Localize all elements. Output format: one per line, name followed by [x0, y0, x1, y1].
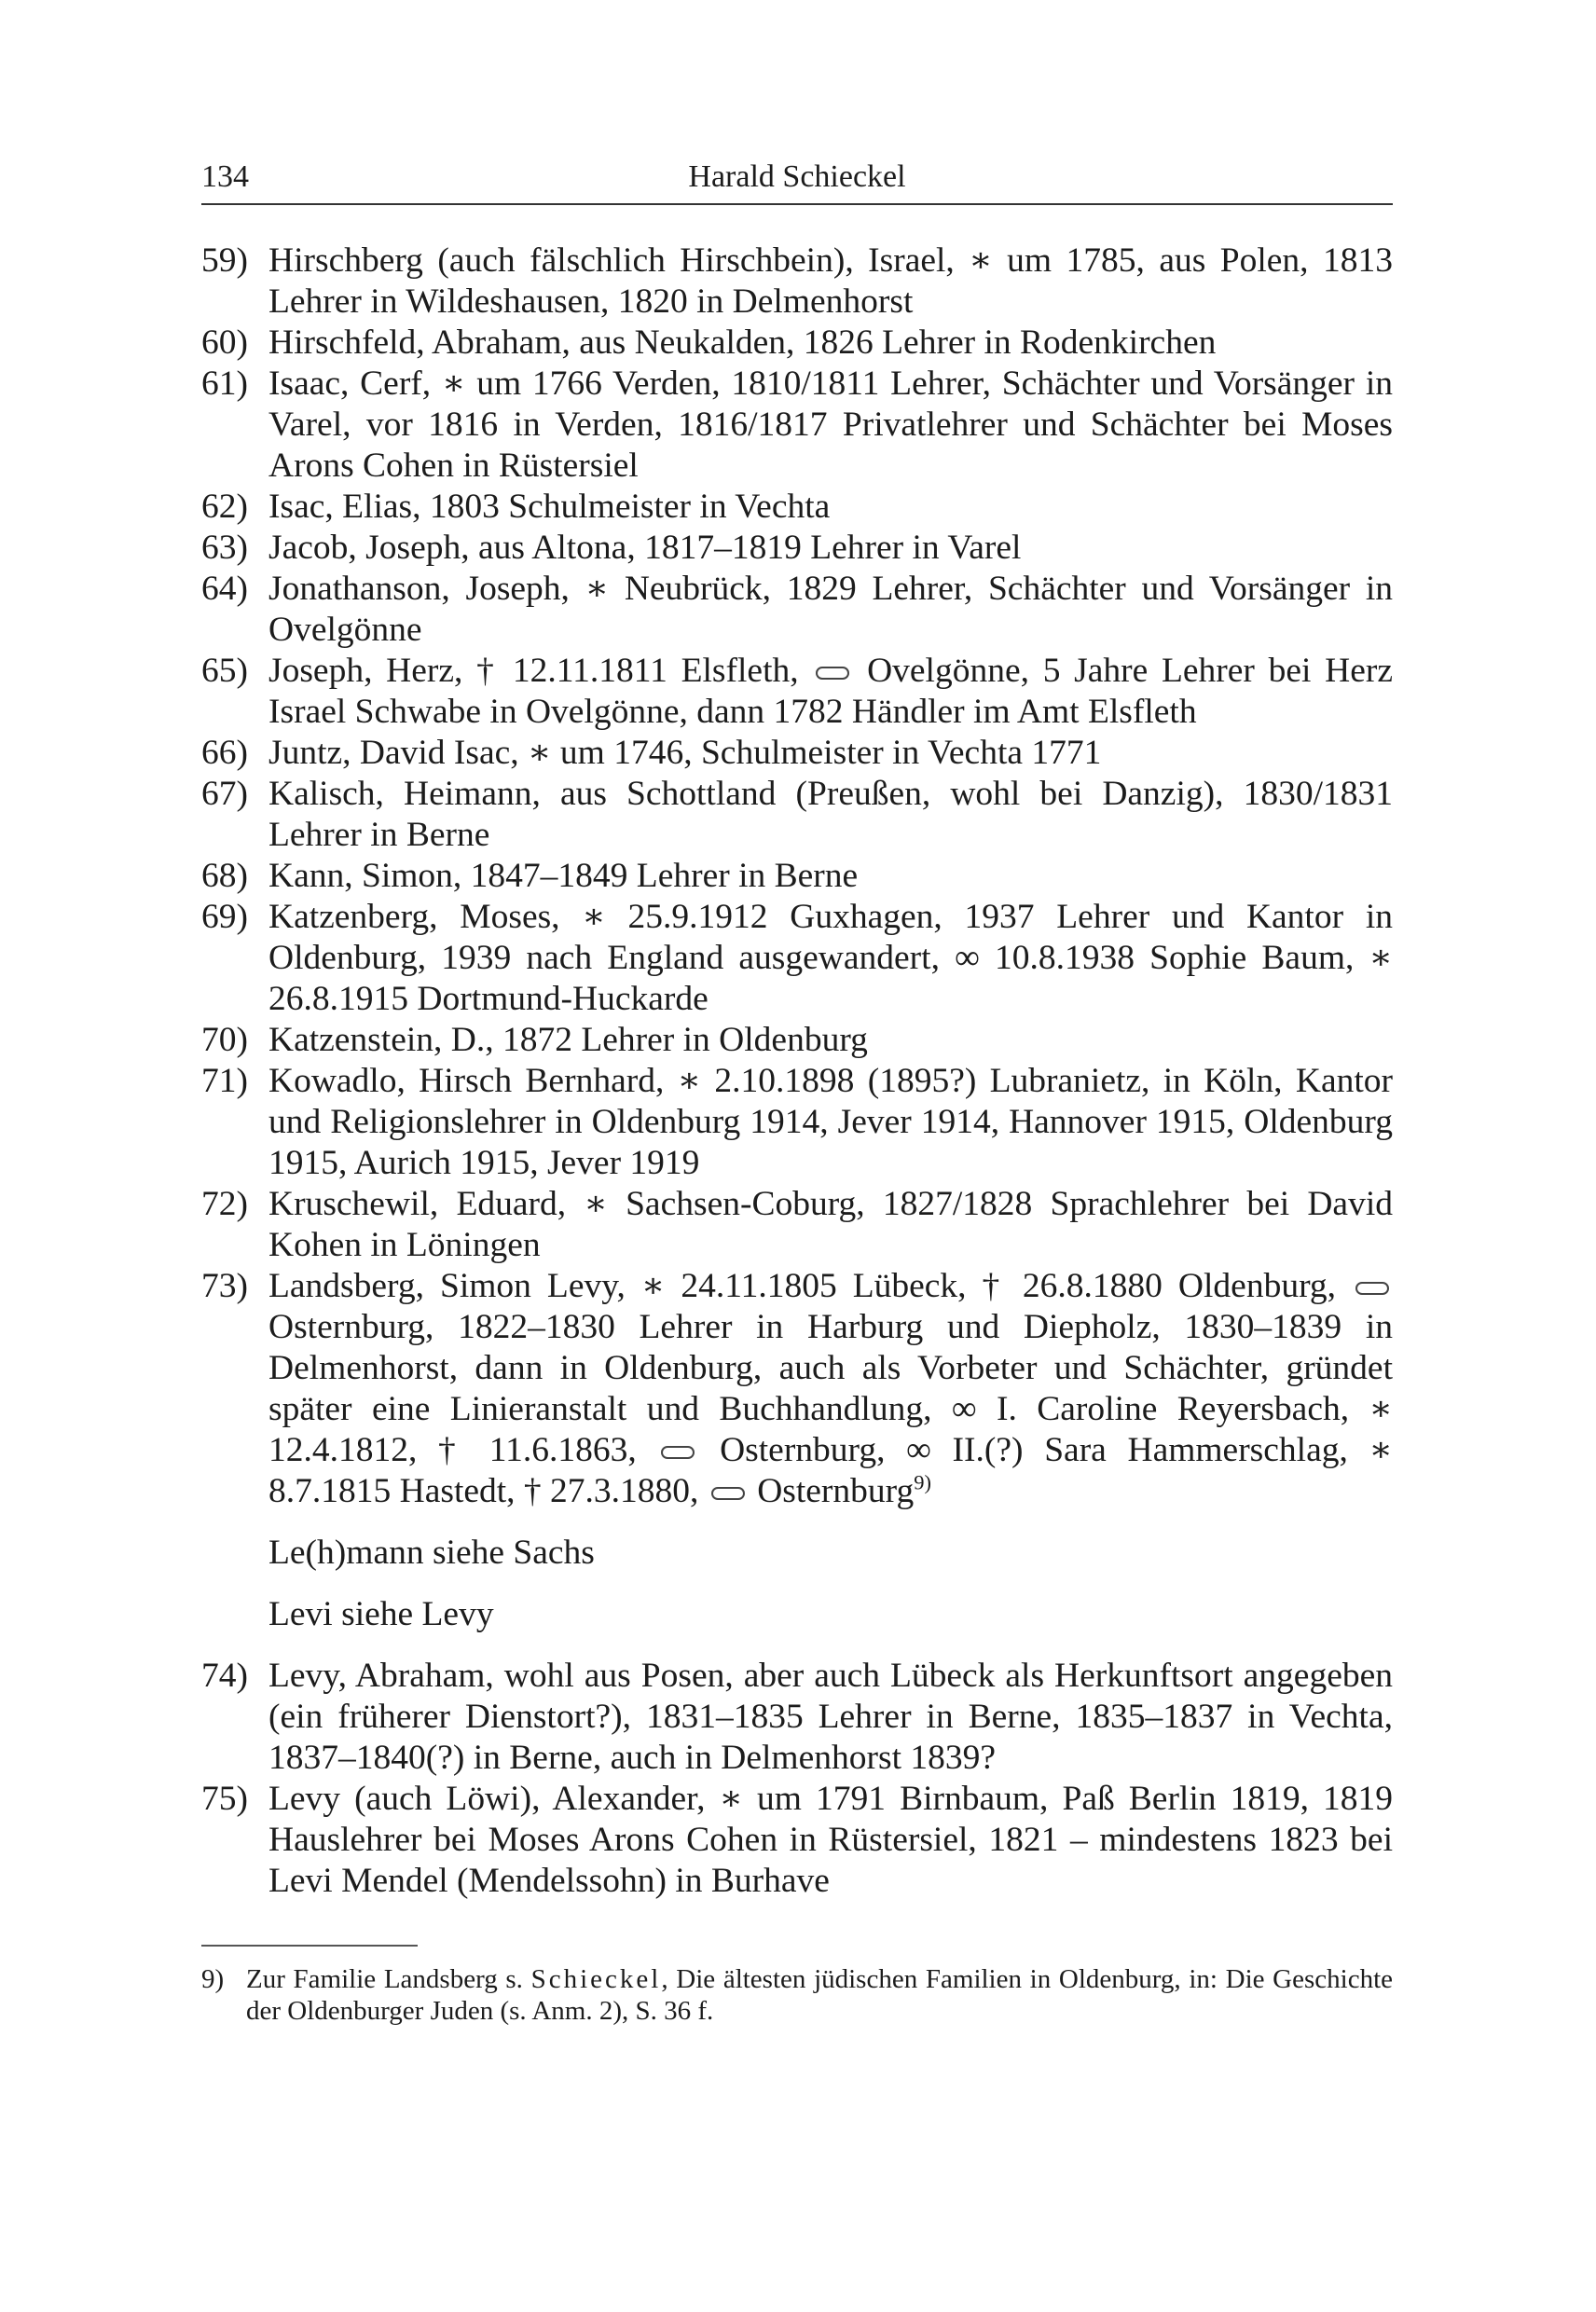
- entry-text: Kalisch, Heimann, aus Schottland (Preußen, wohl bei Danzig), 1830/1831 Lehrer in Berne: [268, 775, 1393, 854]
- page-header: [201, 157, 1393, 205]
- footnote-text-pre: Zur Familie Landsberg s.: [246, 1964, 523, 1994]
- entry-62: [201, 487, 1393, 528]
- entry-72: [201, 1184, 1393, 1266]
- entry-59: [201, 241, 1393, 323]
- entry-text: Isaac, Cerf, ∗ um 1766 Verden, 1810/1811 Lehrer, Schächter und Vorsänger in Varel, vor 1816 in Verden, 1816/1817 Privatlehrer und Schächter bei Moses Arons Cohen in Rüstersiel: [268, 365, 1393, 485]
- entry-66: [201, 733, 1393, 774]
- footnote-reference[interactable]: 9): [914, 1470, 931, 1494]
- grave-symbol-icon: [661, 1446, 695, 1459]
- entry-73: [201, 1266, 1393, 1512]
- entry-list: [201, 241, 1393, 1902]
- entry-number: 61): [201, 365, 248, 403]
- entry-number: 63): [201, 529, 248, 567]
- entry-70: [201, 1020, 1393, 1061]
- entry-74: [201, 1656, 1393, 1779]
- grave-symbol-icon: [711, 1487, 745, 1500]
- entry-number: 64): [201, 570, 248, 608]
- entry-text: Hirschberg (auch fälschlich Hirschbein), Israel, ∗ um 1785, aus Polen, 1813 Lehrer in Wildeshausen, 1820 in Delmenhorst: [268, 241, 1393, 321]
- entry-text: Juntz, David Isac, ∗ um 1746, Schulmeister in Vechta 1771: [268, 734, 1102, 772]
- entry-61: [201, 364, 1393, 487]
- page-number: 134: [201, 159, 249, 194]
- entry-number: 62): [201, 488, 248, 526]
- footnote-author: Schieckel: [530, 1964, 662, 1994]
- grave-symbol-icon: [1355, 1282, 1389, 1295]
- cross-reference: Le(h)mann siehe Sachs: [268, 1534, 595, 1572]
- entry-text: Levy (auch Löwi), Alexander, ∗ um 1791 Birnbaum, Paß Berlin 1819, 1819 Hauslehrer bei Moses Arons Cohen in Rüstersiel, 1821 – mindestens 1823 bei Levi Mendel (Mendelssohn) in Burhave: [268, 1780, 1393, 1900]
- entry-64: [201, 569, 1393, 651]
- entry-number: 68): [201, 857, 248, 895]
- entry-number: 72): [201, 1185, 248, 1223]
- entry-text: Kann, Simon, 1847–1849 Lehrer in Berne: [268, 857, 859, 895]
- entry-text: Levy, Abraham, wohl aus Posen, aber auch Lübeck als Herkunftsort angegeben (ein früherer Dienstort?), 1831–1835 Lehrer in Berne, 1835–1837 in Vechta, 1837–1840(?) in Berne, auch in Delmenhorst 1839?: [268, 1657, 1393, 1777]
- entry-number: 60): [201, 323, 248, 362]
- entry-text: Jonathanson, Joseph, ∗ Neubrück, 1829 Lehrer, Schächter und Vorsänger in Ovelgönne: [268, 570, 1393, 649]
- entry-65: [201, 651, 1393, 733]
- entry-text: Isac, Elias, 1803 Schulmeister in Vechta: [268, 488, 831, 526]
- entry-text: Katzenstein, D., 1872 Lehrer in Oldenburg: [268, 1021, 868, 1059]
- entry-number: 74): [201, 1657, 248, 1695]
- footnote-text: [201, 1963, 1393, 2027]
- entry-number: 70): [201, 1021, 248, 1059]
- footnote-mark: 9): [201, 1964, 225, 1994]
- entry-number: 65): [201, 652, 248, 690]
- entry-text: Ovelgönne, 5 Jahre Lehrer bei Herz Israel Schwabe in Ovelgönne, dann 1782 Händler im Amt Elsfleth: [268, 652, 1394, 731]
- running-head: Harald Schieckel: [688, 159, 906, 194]
- footnote: [201, 1963, 1393, 2027]
- entry-number: 66): [201, 734, 248, 772]
- entry-text: Osternburg: [757, 1472, 915, 1510]
- entry-63: [201, 528, 1393, 569]
- entry-number: 59): [201, 241, 248, 280]
- entry-number: 69): [201, 898, 248, 936]
- entry-text: Katzenberg, Moses, ∗ 25.9.1912 Guxhagen, 1937 Lehrer und Kantor in Oldenburg, 1939 nach England ausgewandert, ∞ 10.8.1938 Sophie Baum, ∗ 26.8.1915 Dortmund-Huckarde: [268, 898, 1393, 1018]
- entry-number: 67): [201, 775, 248, 813]
- entry-text: Kruschewil, Eduard, ∗ Sachsen-Coburg, 1827/1828 Sprachlehrer bei David Kohen in Löningen: [268, 1185, 1393, 1264]
- entry-number: 75): [201, 1780, 248, 1818]
- footnote-text-post: , Die ältesten jüdischen Familien in Oldenburg, in: Die Geschichte der Oldenburger Juden (s. Anm. 2), S. 36 f.: [246, 1964, 1393, 2026]
- grave-symbol-icon: [816, 667, 849, 680]
- entry-text: Hirschfeld, Abraham, aus Neukalden, 1826 Lehrer in Rodenkirchen: [268, 323, 1217, 362]
- entry-text: Jacob, Joseph, aus Altona, 1817–1819 Lehrer in Varel: [268, 529, 1022, 567]
- entry-68: [201, 856, 1393, 897]
- entry-71: [201, 1061, 1393, 1184]
- entry-75: [201, 1779, 1393, 1902]
- entry-60: [201, 323, 1393, 364]
- footnote-divider: [201, 1945, 418, 1947]
- entry-number: 71): [201, 1062, 248, 1100]
- entry-text: Joseph, Herz, † 12.11.1811 Elsfleth,: [268, 652, 799, 690]
- entry-text: Osternburg, 1822–1830 Lehrer in Harburg und Diepholz, 1830–1839 in Delmenhorst, dann in Oldenburg, auch als Vorbeter und Schächter, gründet später eine Linieranstalt und Buchhandlung, ∞ I. Caroline Reyersbach, ∗ 12.4.1812, † 11.6.1863,: [268, 1308, 1393, 1469]
- entry-67: [201, 774, 1393, 856]
- entry-text: Osternburg, ∞ II.(?) Sara Hammerschlag, ∗ 8.7.1815 Hastedt, † 27.3.1880,: [268, 1431, 1394, 1510]
- cross-reference: Levi siehe Levy: [268, 1595, 494, 1633]
- entry-text: Landsberg, Simon Levy, ∗ 24.11.1805 Lübeck, † 26.8.1880 Oldenburg,: [268, 1267, 1337, 1305]
- entry-number: 73): [201, 1267, 248, 1305]
- entry-text: Kowadlo, Hirsch Bernhard, ∗ 2.10.1898 (1895?) Lubranietz, in Köln, Kantor und Religionslehrer in Oldenburg 1914, Jever 1914, Hannover 1915, Oldenburg 1915, Aurich 1915, Jever 1919: [268, 1062, 1393, 1182]
- entry-69: [201, 897, 1393, 1020]
